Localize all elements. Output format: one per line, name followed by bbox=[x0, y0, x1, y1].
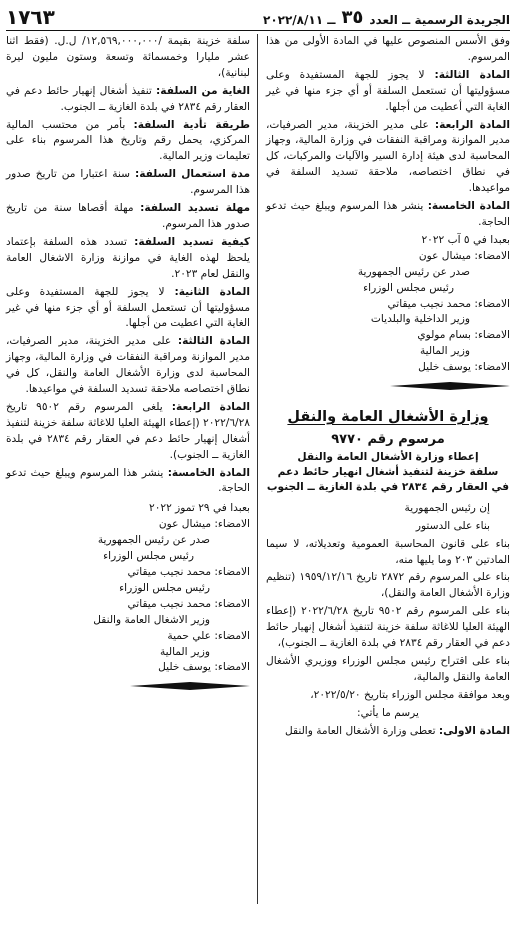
article-label: المادة الاولى: bbox=[438, 724, 510, 737]
article-2 bbox=[6, 285, 250, 333]
signature: الامضاء: محمد نجيب ميقاتي bbox=[127, 566, 250, 578]
gazette-masthead bbox=[263, 9, 510, 30]
paragraph: وفق الأسس المنصوص عليها في المادة الأولى من هذا المرسوم. bbox=[266, 35, 510, 63]
article-3 bbox=[266, 68, 510, 116]
signer-title: رئيس مجلس الوزراء bbox=[103, 550, 194, 563]
preamble-line: يرسم ما يأتي: bbox=[357, 706, 419, 719]
clause-text: سنة اعتبارا من تاريخ صدور هذا المرسوم. bbox=[6, 168, 250, 197]
clause-repayment-period bbox=[6, 201, 250, 233]
preamble-line: بناء على الدستور bbox=[415, 519, 490, 532]
column-divider bbox=[257, 34, 258, 904]
article-5 bbox=[266, 199, 510, 231]
article-label: المادة الثانية: bbox=[174, 285, 250, 298]
signer-title: وزير الاشغال العامة والنقل bbox=[93, 613, 210, 626]
signer-title: وزير المالية bbox=[159, 645, 210, 658]
paragraph: سلفة خزينة بقيمة /١٢,٥٦٩,٠٠٠,٠٠٠/ ل.ل. (فقط اثنا عشر مليارا وخمسمائة وتسعة وستون مليون ليرة لبنانية)، bbox=[6, 35, 250, 79]
ornament-divider bbox=[390, 382, 510, 390]
article-text: ينشر هذا المرسوم ويبلغ حيث تدعو الحاجة. bbox=[266, 200, 510, 228]
signer-title: رئيس مجلس الوزراء bbox=[363, 281, 454, 294]
clause-label: مهلة تسديد السلفة: bbox=[140, 202, 251, 215]
article-text: لا يجوز للجهة المستفيدة وعلى مسؤوليتها أن تستعمل السلفة أو أي جزء منها في غير الغاية التي اعطيت من أجلها. bbox=[6, 285, 250, 330]
left-column bbox=[6, 34, 250, 702]
signature-block bbox=[6, 501, 250, 676]
clause-text: تنفيذ أشغال إنهيار حائط دعم في العقار رقم ٢٨٣٤ في بلدة الغازية ــ الجنوب. bbox=[6, 84, 250, 113]
issued-by: صدر عن رئيس الجمهورية bbox=[97, 534, 210, 547]
right-column bbox=[266, 34, 510, 742]
clause-duration bbox=[6, 167, 250, 199]
signature: الامضاء: بسام مولوي bbox=[417, 329, 510, 342]
signature: الامضاء: علي حمية bbox=[167, 629, 250, 642]
preamble-line: وبعد موافقة مجلس الوزراء بتاريخ ٢٠٢٢/٥/٢٠، bbox=[310, 688, 510, 701]
clause-repayment-method bbox=[6, 235, 250, 283]
article-3 bbox=[6, 334, 250, 398]
preamble-line: بناء على قانون المحاسبة العمومية وتعديلاته، لا سيما المادتين ٢٠٣ وما يليها منه، bbox=[266, 537, 510, 566]
signature: الامضاء: ميشال عون bbox=[158, 518, 250, 531]
preamble bbox=[266, 501, 510, 722]
clause-text: تسدد هذه السلفة بإعتماد يلحظ لهذه الغاية في موازنة وزارة الاشغال العامة والنقل لعام ٢٠٢٣. bbox=[6, 235, 250, 280]
signature: الامضاء: محمد نجيب ميقاتي bbox=[127, 597, 250, 610]
article-text: يلغى المرسوم رقم ٩٥٠٢ تاريخ ٢٠٢٢/٦/٢٨ (إعطاء الهيئة العليا للاغاثة سلفة خزينة لتنفيذ أشغال إنهيار حائط دعم في العقار رقم ٢٨٣٤ في بلدة الغازية ــ الجنوب). bbox=[6, 400, 250, 461]
clause-purpose bbox=[6, 84, 250, 116]
sign-date: بعبدا في ٢٩ تموز ٢٠٢٢ bbox=[149, 502, 250, 515]
sign-date: بعبدا في ٥ آب ٢٠٢٢ bbox=[421, 233, 510, 246]
clause-label: طريقة تأدية السلفة: bbox=[133, 118, 250, 131]
preamble-line: إن رئيس الجمهورية bbox=[404, 501, 490, 514]
clause-label: مدة استعمال السلفة: bbox=[134, 168, 251, 181]
article-text: على مدير الخزينة، مدير الصرفيات، مدير الموازنة ومراقبة النفقات في وزارة المالية، وجهاز المحاسبة لدى وزارة الأشغال العامة والنقل، كل في نطاق اختصاصه ملاحقة تسديد السلفة في مواعيدها. bbox=[6, 335, 250, 396]
signer-title: رئيس مجلس الوزراء bbox=[119, 581, 210, 594]
article-4 bbox=[266, 118, 510, 198]
decree-subject: إعطاء وزارة الأشغال العامة والنقل bbox=[297, 450, 479, 463]
signer-title: وزير الداخلية والبلديات bbox=[370, 313, 470, 326]
ornament-divider bbox=[130, 682, 250, 690]
clause-label: كيفية تسديد السلفة: bbox=[134, 235, 250, 248]
article-text: على مدير الخزينة، مدير الصرفيات، مدير الموازنة ومراقبة النفقات في وزارة المالية، وجهاز المحاسبة لدى هيئة إدارة السير والآليات والمركبات، كل في نطاق اختصاصه، ملاحقة تسديد السلفة في مواعيدها. bbox=[266, 118, 510, 195]
clause-payment bbox=[6, 118, 250, 166]
clause-text: بأمر من محتسب المالية المركزي، يحمل رقم وتاريخ هذا المرسوم بناء على تعليمات وزير المالية. bbox=[6, 118, 250, 163]
signature: الامضاء: محمد نجيب ميقاتي bbox=[387, 297, 510, 310]
issue-number: ٣٥ bbox=[341, 7, 364, 28]
signature: الامضاء: ميشال عون bbox=[418, 249, 510, 262]
issued-by: صدر عن رئيس الجمهورية bbox=[357, 265, 470, 278]
article-1 bbox=[266, 724, 510, 740]
signature: الامضاء: يوسف خليل bbox=[418, 361, 510, 374]
article-label: المادة الثالثة: bbox=[434, 68, 510, 81]
article-label: المادة الرابعة: bbox=[434, 118, 510, 131]
signer-title: وزير المالية bbox=[419, 345, 470, 358]
clause-label: الغاية من السلفة: bbox=[156, 84, 251, 97]
article-5 bbox=[6, 466, 250, 498]
issue-date: ــ ٢٠٢٢/٨/١١ bbox=[263, 13, 336, 27]
article-text: لا يجوز للجهة المستفيدة وعلى مسؤوليتها أن تستعمل السلفة أو أي جزء منها في غير الغاية التي أعطيت من أجلها. bbox=[266, 68, 510, 113]
signature: الامضاء: يوسف خليل bbox=[158, 661, 250, 674]
preamble-line: بناء على اقتراح رئيس مجلس الوزراء ووزيري الأشغال العامة والنقل والمالية، bbox=[266, 655, 510, 683]
signature-block bbox=[266, 233, 510, 376]
article-label: المادة الرابعة: bbox=[171, 400, 250, 413]
decree-number: مرسوم رقم ٩٧٧٠ bbox=[331, 431, 445, 447]
decree-subject: سلفة خزينة لتنفيذ أشغال انهيار حائط دعم bbox=[277, 465, 499, 478]
clause-text: مهلة أقصاها سنة من تاريخ صدور هذا المرسوم. bbox=[6, 202, 250, 230]
preamble-line: بناء على المرسوم رقم ٢٨٧٢ تاريخ ١٩٥٩/١٢/١٦ (تنظيم وزارة الأشغال العامة والنقل)، bbox=[266, 571, 510, 600]
gazette-name: الجريدة الرسمية ــ العدد bbox=[369, 13, 510, 27]
article-text: تعطى وزارة الأشغال العامة والنقل bbox=[285, 724, 439, 737]
article-text: ينشر هذا المرسوم ويبلغ حيث تدعو الحاجة. bbox=[6, 466, 250, 495]
section-title: وزارة الأشغال العامة والنقل bbox=[287, 408, 489, 425]
article-label: المادة الثالثة: bbox=[177, 335, 250, 348]
page-header bbox=[6, 6, 510, 31]
decree-subject: في العقار رقم ٢٨٣٤ في بلدة الغازية ــ الجنوب bbox=[266, 480, 510, 493]
article-4 bbox=[6, 400, 250, 464]
preamble-line: بناء على المرسوم رقم ٩٥٠٢ تاريخ ٢٠٢٢/٦/٢٨ (إعطاء الهيئة العليا للاغاثة سلفة خزينة لتنفيذ أشغال إنهيار حائط دعم في العقار رقم ٢٨٣٤ في بلدة الغازية ــ الجنوب)، bbox=[266, 605, 510, 650]
article-label: المادة الخامسة: bbox=[427, 200, 510, 213]
page-number: ١٧٦٣ bbox=[6, 5, 55, 29]
article-label: المادة الخامسة: bbox=[167, 466, 250, 479]
